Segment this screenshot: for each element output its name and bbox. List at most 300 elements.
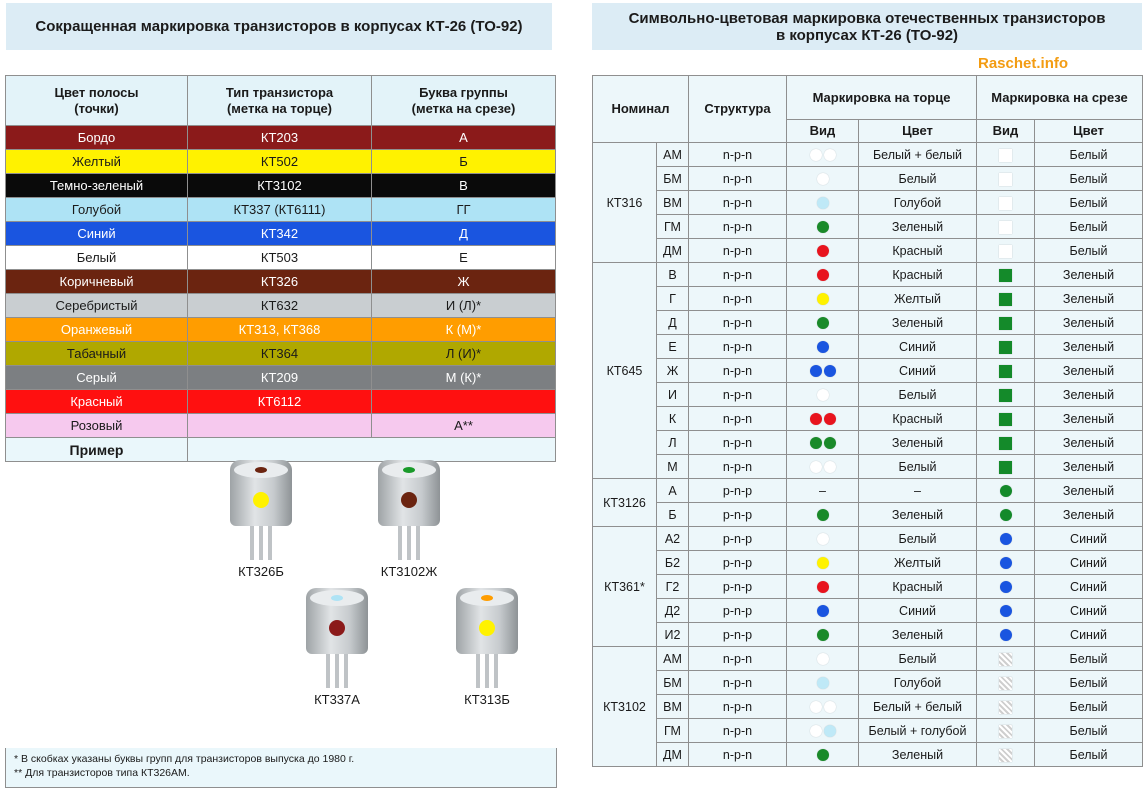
group-letter: А2: [657, 527, 689, 551]
end-view: [787, 359, 859, 383]
cut-color: Белый: [1035, 191, 1143, 215]
transistor-row: [593, 503, 1143, 527]
group-letter: Д: [657, 311, 689, 335]
color-row-color: Оранжевый: [6, 318, 188, 342]
structure: n-p-n: [689, 671, 787, 695]
cut-color: Синий: [1035, 551, 1143, 575]
color-dot-icon: [817, 173, 829, 185]
cut-color: Зеленый: [1035, 311, 1143, 335]
color-row-type: КТ209: [188, 366, 372, 390]
group-letter: ВМ: [657, 191, 689, 215]
color-row-color: Белый: [6, 246, 188, 270]
color-row-color: Табачный: [6, 342, 188, 366]
transistor-row: [593, 671, 1143, 695]
transistor-row: [593, 359, 1143, 383]
header-cut-color: Цвет: [1035, 120, 1143, 143]
cut-color: Зеленый: [1035, 479, 1143, 503]
color-row-type: КТ502: [188, 150, 372, 174]
color-row-type: [188, 414, 372, 438]
color-dot-icon: [817, 581, 829, 593]
transistor-row: [593, 575, 1143, 599]
color-row-type: КТ6112: [188, 390, 372, 414]
cut-view: [977, 143, 1035, 167]
cut-view: [977, 215, 1035, 239]
color-row-type: КТ342: [188, 222, 372, 246]
cut-view: [977, 167, 1035, 191]
cut-color: Зеленый: [1035, 503, 1143, 527]
color-row-letter: В: [372, 174, 556, 198]
color-dot-icon: [1000, 485, 1012, 497]
transistor-row: [593, 455, 1143, 479]
color-dot-icon: [1000, 533, 1012, 545]
transistor-lead: [335, 654, 339, 688]
structure: p-n-p: [689, 623, 787, 647]
color-row-color: Голубой: [6, 198, 188, 222]
color-square-icon: [999, 437, 1012, 450]
end-color: Голубой: [859, 191, 977, 215]
transistor-lead: [268, 526, 272, 560]
footnote-1: * В скобках указаны буквы групп для транзисторов выпуска до 1980 г.: [14, 753, 355, 765]
transistor-row: [593, 215, 1143, 239]
transistor-row: [593, 551, 1143, 575]
cut-view: [977, 719, 1035, 743]
transistor-label: КТ326Б: [238, 564, 284, 579]
transistor-row: [593, 383, 1143, 407]
end-view: [787, 263, 859, 287]
color-row-letter: Б: [372, 150, 556, 174]
color-dot-icon: [824, 461, 836, 473]
end-view: [787, 623, 859, 647]
color-row-letter: Е: [372, 246, 556, 270]
left-header-0: Цвет полосы (точки): [6, 76, 188, 126]
transistor-label: КТ3102Ж: [380, 564, 438, 579]
structure: n-p-n: [689, 431, 787, 455]
cut-color: Синий: [1035, 599, 1143, 623]
structure: p-n-p: [689, 479, 787, 503]
end-color: –: [859, 479, 977, 503]
color-row-color: Красный: [6, 390, 188, 414]
structure: n-p-n: [689, 695, 787, 719]
cut-color: Белый: [1035, 143, 1143, 167]
transistor-row: [593, 719, 1143, 743]
cut-view: [977, 287, 1035, 311]
structure: n-p-n: [689, 287, 787, 311]
cut-color: Зеленый: [1035, 359, 1143, 383]
color-dot-icon: [817, 293, 829, 305]
color-row-letter: Л (И)*: [372, 342, 556, 366]
color-dot-icon: [817, 245, 829, 257]
header-nominal: Номинал: [593, 76, 689, 143]
end-view: [787, 287, 859, 311]
color-row: [6, 246, 556, 270]
right-title-line1: Символьно-цветовая маркировка отечественных транзисторов: [628, 9, 1106, 27]
color-dot-icon: [824, 725, 836, 737]
color-dot-icon: [810, 413, 822, 425]
color-square-icon: [999, 725, 1012, 738]
group-letter: БМ: [657, 671, 689, 695]
transistor-lead: [250, 526, 254, 560]
end-view: [787, 599, 859, 623]
color-row-color: Синий: [6, 222, 188, 246]
cut-color: Белый: [1035, 719, 1143, 743]
color-dot-icon: [810, 149, 822, 161]
color-dot-icon: [817, 317, 829, 329]
group-letter: Б2: [657, 551, 689, 575]
end-view: [787, 335, 859, 359]
color-square-icon: [999, 269, 1012, 282]
color-square-icon: [999, 389, 1012, 402]
transistor-row: [593, 287, 1143, 311]
end-color: Голубой: [859, 671, 977, 695]
color-row-color: Темно-зеленый: [6, 174, 188, 198]
color-row-letter: Ж: [372, 270, 556, 294]
group-name: КТ361*: [593, 527, 657, 647]
transistor-lead: [259, 526, 263, 560]
end-color: Белый: [859, 527, 977, 551]
color-row-letter: [372, 390, 556, 414]
face-mark-dot: [253, 492, 269, 508]
header-end-view: Вид: [787, 120, 859, 143]
color-dot-icon: [810, 461, 822, 473]
color-row-type: КТ203: [188, 126, 372, 150]
cut-view: [977, 575, 1035, 599]
end-color: Зеленый: [859, 623, 977, 647]
transistor-row: [593, 239, 1143, 263]
color-row: [6, 318, 556, 342]
color-row: [6, 198, 556, 222]
color-dot-icon: [817, 677, 829, 689]
transistor-row: [593, 647, 1143, 671]
top-mark-dot: [255, 467, 267, 473]
end-view: [787, 671, 859, 695]
color-dot-icon: [817, 653, 829, 665]
symbol-color-table: [592, 75, 1143, 767]
end-color: Синий: [859, 359, 977, 383]
color-row-type: КТ3102: [188, 174, 372, 198]
end-color: Белый: [859, 383, 977, 407]
example-row: [6, 438, 556, 462]
color-dot-icon: [1000, 509, 1012, 521]
group-letter: К: [657, 407, 689, 431]
transistor-lead: [485, 654, 489, 688]
end-color: Белый + голубой: [859, 719, 977, 743]
color-row-type: КТ313, КТ368: [188, 318, 372, 342]
end-view: [787, 455, 859, 479]
group-letter: Д2: [657, 599, 689, 623]
color-dot-icon: [824, 413, 836, 425]
structure: n-p-n: [689, 407, 787, 431]
face-mark-dot: [329, 620, 345, 636]
transistor-row: [593, 191, 1143, 215]
transistor-lead: [344, 654, 348, 688]
cut-color: Белый: [1035, 239, 1143, 263]
structure: n-p-n: [689, 143, 787, 167]
end-color: Зеленый: [859, 311, 977, 335]
cut-view: [977, 431, 1035, 455]
color-row: [6, 174, 556, 198]
group-letter: Г: [657, 287, 689, 311]
color-dot-icon: [817, 629, 829, 641]
color-dot-icon: [1000, 629, 1012, 641]
color-dot-icon: [1000, 605, 1012, 617]
cut-color: Белый: [1035, 743, 1143, 767]
cut-color: Белый: [1035, 695, 1143, 719]
cut-color: Белый: [1035, 647, 1143, 671]
color-row-letter: А: [372, 126, 556, 150]
header-structure: Структура: [689, 76, 787, 143]
top-mark-dot: [481, 595, 493, 601]
color-row-color: Бордо: [6, 126, 188, 150]
transistor-row: [593, 407, 1143, 431]
color-dot-icon: [817, 749, 829, 761]
cut-color: Зеленый: [1035, 335, 1143, 359]
cut-view: [977, 551, 1035, 575]
color-square-icon: [999, 365, 1012, 378]
color-row: [6, 390, 556, 414]
transistor-lead: [326, 654, 330, 688]
cut-view: [977, 623, 1035, 647]
structure: n-p-n: [689, 743, 787, 767]
transistor-row: [593, 335, 1143, 359]
end-color: Белый + белый: [859, 143, 977, 167]
structure: n-p-n: [689, 455, 787, 479]
end-view: [787, 527, 859, 551]
end-color: Красный: [859, 263, 977, 287]
cut-color: Зеленый: [1035, 431, 1143, 455]
group-letter: Ж: [657, 359, 689, 383]
structure: n-p-n: [689, 383, 787, 407]
group-letter: ВМ: [657, 695, 689, 719]
transistor-row: [593, 479, 1143, 503]
color-row: [6, 150, 556, 174]
top-mark-dot: [331, 595, 343, 601]
end-color: Желтый: [859, 287, 977, 311]
color-square-icon: [999, 677, 1012, 690]
transistor-lead: [494, 654, 498, 688]
transistor-row: [593, 527, 1143, 551]
color-row: [6, 366, 556, 390]
footnote-2: ** Для транзисторов типа КТ326АМ.: [14, 767, 190, 779]
header-end-color: Цвет: [859, 120, 977, 143]
right-title: [592, 3, 1142, 50]
color-square-icon: [999, 749, 1012, 762]
color-square-icon: [999, 653, 1012, 666]
header-cut-marking: Маркировка на срезе: [977, 76, 1143, 120]
cut-color: Зеленый: [1035, 383, 1143, 407]
transistor-row: [593, 143, 1143, 167]
top-mark-dot: [403, 467, 415, 473]
transistor-lead: [416, 526, 420, 560]
color-row-letter: Д: [372, 222, 556, 246]
cut-color: Зеленый: [1035, 263, 1143, 287]
color-dot-icon: [824, 149, 836, 161]
cut-view: [977, 455, 1035, 479]
color-dot-icon: [817, 533, 829, 545]
group-name: КТ316: [593, 143, 657, 263]
structure: n-p-n: [689, 239, 787, 263]
group-letter: Б: [657, 503, 689, 527]
end-color: Зеленый: [859, 215, 977, 239]
group-letter: А: [657, 479, 689, 503]
color-square-icon: [999, 197, 1012, 210]
color-row-color: Желтый: [6, 150, 188, 174]
cut-view: [977, 743, 1035, 767]
end-color: Зеленый: [859, 503, 977, 527]
group-letter: Г2: [657, 575, 689, 599]
end-color: Зеленый: [859, 743, 977, 767]
end-view: [787, 695, 859, 719]
color-dot-icon: [817, 221, 829, 233]
example-label: Пример: [6, 438, 188, 462]
cut-view: [977, 311, 1035, 335]
example-figures: [188, 438, 556, 707]
end-view: [787, 551, 859, 575]
color-row-letter: М (К)*: [372, 366, 556, 390]
left-title: Сокращенная маркировка транзисторов в корпусах КТ-26 (ТО-92): [6, 3, 552, 50]
color-square-icon: [999, 173, 1012, 186]
end-view: [787, 407, 859, 431]
transistor-row: [593, 599, 1143, 623]
color-row-letter: И (Л)*: [372, 294, 556, 318]
color-dot-icon: [1000, 581, 1012, 593]
cut-color: Синий: [1035, 623, 1143, 647]
cut-view: [977, 383, 1035, 407]
color-dot-icon: [810, 725, 822, 737]
group-letter: АМ: [657, 647, 689, 671]
cut-view: [977, 359, 1035, 383]
color-square-icon: [999, 341, 1012, 354]
structure: n-p-n: [689, 335, 787, 359]
cut-view: [977, 671, 1035, 695]
end-view: [787, 167, 859, 191]
cut-view: [977, 527, 1035, 551]
color-dot-icon: [817, 509, 829, 521]
end-view: [787, 647, 859, 671]
cut-color: Белый: [1035, 167, 1143, 191]
end-view: [787, 719, 859, 743]
group-letter: ДМ: [657, 743, 689, 767]
cut-color: Зеленый: [1035, 455, 1143, 479]
structure: n-p-n: [689, 167, 787, 191]
cut-color: Синий: [1035, 527, 1143, 551]
structure: n-p-n: [689, 191, 787, 215]
brand-watermark[interactable]: Raschet.info: [978, 55, 1069, 72]
color-dot-icon: [810, 437, 822, 449]
cut-view: [977, 191, 1035, 215]
end-view: [787, 431, 859, 455]
end-color: Желтый: [859, 551, 977, 575]
color-dot-icon: [817, 341, 829, 353]
group-letter: ДМ: [657, 239, 689, 263]
end-view: [787, 191, 859, 215]
end-view: [787, 311, 859, 335]
group-letter: В: [657, 263, 689, 287]
face-mark-dot: [401, 492, 417, 508]
dash: –: [819, 483, 826, 498]
cut-view: [977, 599, 1035, 623]
structure: p-n-p: [689, 575, 787, 599]
structure: p-n-p: [689, 599, 787, 623]
end-view: [787, 143, 859, 167]
color-dot-icon: [824, 437, 836, 449]
end-color: Синий: [859, 335, 977, 359]
cut-view: [977, 695, 1035, 719]
group-letter: Л: [657, 431, 689, 455]
color-square-icon: [999, 293, 1012, 306]
color-row-color: Розовый: [6, 414, 188, 438]
group-letter: М: [657, 455, 689, 479]
color-square-icon: [999, 413, 1012, 426]
header-end-marking: Маркировка на торце: [787, 76, 977, 120]
color-square-icon: [999, 461, 1012, 474]
color-row-color: Серебристый: [6, 294, 188, 318]
end-view: [787, 743, 859, 767]
color-row-color: Серый: [6, 366, 188, 390]
structure: p-n-p: [689, 527, 787, 551]
transistor-row: [593, 263, 1143, 287]
transistor-row: [593, 743, 1143, 767]
color-row-letter: ГГ: [372, 198, 556, 222]
color-row: [6, 294, 556, 318]
end-color: Белый + белый: [859, 695, 977, 719]
color-row-letter: А**: [372, 414, 556, 438]
cut-view: [977, 407, 1035, 431]
color-dot-icon: [810, 365, 822, 377]
color-row-type: КТ326: [188, 270, 372, 294]
transistor-row: [593, 311, 1143, 335]
end-color: Белый: [859, 167, 977, 191]
end-color: Красный: [859, 575, 977, 599]
structure: n-p-n: [689, 263, 787, 287]
transistor-lead: [407, 526, 411, 560]
color-dot-icon: [817, 269, 829, 281]
color-row: [6, 126, 556, 150]
color-square-icon: [999, 245, 1012, 258]
color-dot-icon: [810, 701, 822, 713]
cut-view: [977, 335, 1035, 359]
cut-color: Белый: [1035, 215, 1143, 239]
group-letter: Е: [657, 335, 689, 359]
color-square-icon: [999, 221, 1012, 234]
group-letter: И: [657, 383, 689, 407]
color-dot-icon: [824, 365, 836, 377]
color-square-icon: [999, 701, 1012, 714]
color-square-icon: [999, 149, 1012, 162]
color-row: [6, 222, 556, 246]
end-view: [787, 479, 859, 503]
end-view: [787, 575, 859, 599]
color-row-type: КТ632: [188, 294, 372, 318]
end-view: [787, 239, 859, 263]
end-view: [787, 503, 859, 527]
end-view: [787, 383, 859, 407]
color-row-type: КТ503: [188, 246, 372, 270]
transistor-row: [593, 167, 1143, 191]
color-square-icon: [999, 317, 1012, 330]
end-color: Зеленый: [859, 431, 977, 455]
color-row: [6, 414, 556, 438]
cut-view: [977, 479, 1035, 503]
end-color: Красный: [859, 407, 977, 431]
cut-view: [977, 647, 1035, 671]
structure: n-p-n: [689, 311, 787, 335]
structure: p-n-p: [689, 503, 787, 527]
color-row-letter: К (М)*: [372, 318, 556, 342]
group-letter: АМ: [657, 143, 689, 167]
transistor-row: [593, 431, 1143, 455]
end-color: Красный: [859, 239, 977, 263]
end-color: Белый: [859, 455, 977, 479]
